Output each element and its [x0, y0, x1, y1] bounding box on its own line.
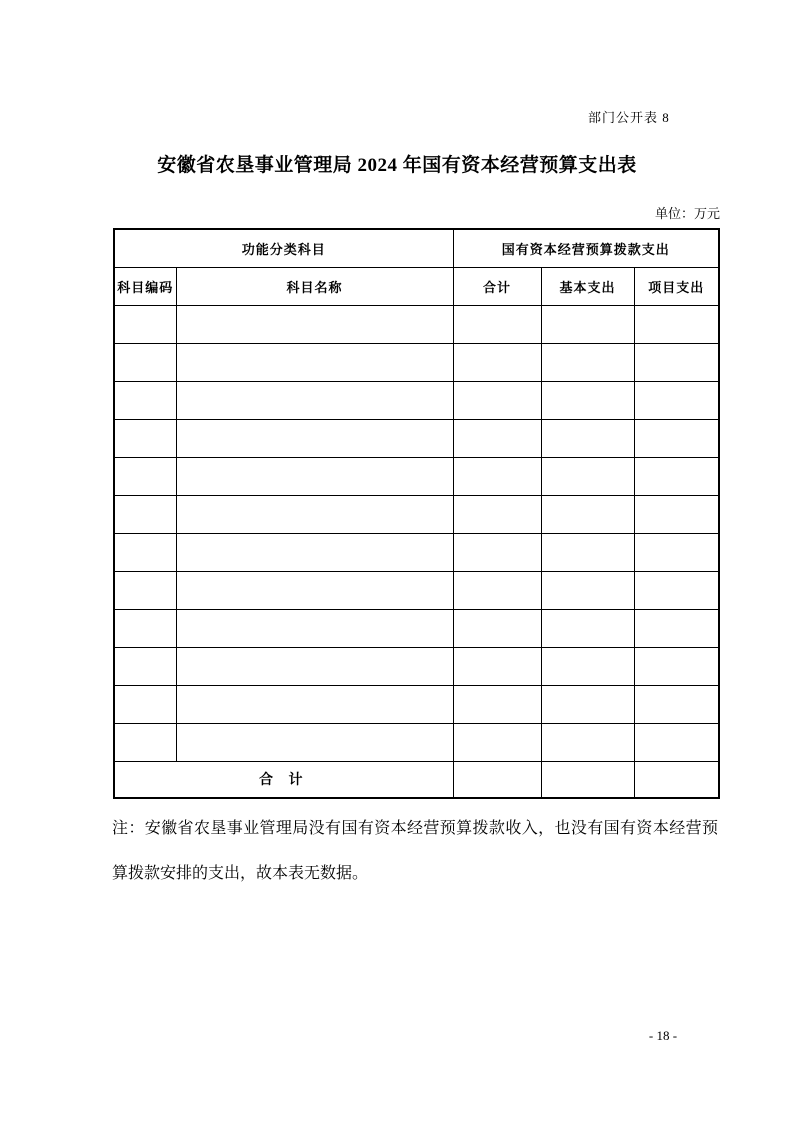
- empty-cell: [541, 495, 634, 533]
- empty-cell: [541, 305, 634, 343]
- empty-cell: [114, 723, 176, 761]
- empty-cell: [634, 457, 719, 495]
- empty-cell: [453, 723, 541, 761]
- empty-cell: [541, 647, 634, 685]
- empty-cell: [114, 457, 176, 495]
- empty-cell: [541, 685, 634, 723]
- empty-cell: [541, 609, 634, 647]
- header-basic-expenditure: 基本支出: [541, 267, 634, 305]
- table-row: [114, 647, 719, 685]
- empty-cell: [453, 457, 541, 495]
- budget-table: [113, 228, 720, 799]
- empty-cell: [453, 685, 541, 723]
- empty-cell: [634, 533, 719, 571]
- empty-cell: [634, 495, 719, 533]
- total-label: 合 计: [114, 761, 453, 798]
- empty-cell: [453, 381, 541, 419]
- header-budget-group: 国有资本经营预算拨款支出: [453, 229, 719, 267]
- empty-cell: [114, 343, 176, 381]
- total-value-total: [453, 761, 541, 798]
- table-row: [114, 609, 719, 647]
- page-title: 安徽省农垦事业管理局 2024 年国有资本经营预算支出表: [157, 155, 637, 176]
- table-body: [114, 305, 719, 761]
- empty-cell: [114, 381, 176, 419]
- empty-cell: [176, 495, 453, 533]
- empty-cell: [453, 343, 541, 381]
- empty-cell: [453, 571, 541, 609]
- empty-cell: [541, 457, 634, 495]
- header-subject-code: 科目编码: [114, 267, 176, 305]
- empty-cell: [114, 685, 176, 723]
- empty-cell: [114, 533, 176, 571]
- empty-cell: [453, 609, 541, 647]
- empty-cell: [176, 381, 453, 419]
- empty-cell: [114, 419, 176, 457]
- empty-cell: [176, 571, 453, 609]
- header-project-expenditure: 项目支出: [634, 267, 719, 305]
- header-subject-name: 科目名称: [176, 267, 453, 305]
- empty-cell: [541, 381, 634, 419]
- empty-cell: [541, 419, 634, 457]
- empty-cell: [541, 533, 634, 571]
- table-row: [114, 305, 719, 343]
- table-footer: [114, 761, 719, 798]
- empty-cell: [176, 723, 453, 761]
- doc-label: 部门公开表 8: [588, 110, 670, 125]
- empty-cell: [634, 343, 719, 381]
- note-text: 注：安徽省农垦事业管理局没有国有资本经营预算拨款收入，也没有国有资本经营预算拨款安排的支出，故本表无数据。: [112, 820, 718, 882]
- empty-cell: [453, 305, 541, 343]
- table-row: [114, 381, 719, 419]
- table-row: [114, 533, 719, 571]
- header-row-columns: [114, 267, 719, 305]
- table-row: [114, 419, 719, 457]
- empty-cell: [634, 381, 719, 419]
- empty-cell: [176, 305, 453, 343]
- empty-cell: [114, 495, 176, 533]
- header-function-group: 功能分类科目: [114, 229, 453, 267]
- empty-cell: [114, 609, 176, 647]
- empty-cell: [453, 647, 541, 685]
- empty-cell: [176, 533, 453, 571]
- empty-cell: [634, 647, 719, 685]
- empty-cell: [541, 723, 634, 761]
- empty-cell: [453, 419, 541, 457]
- empty-cell: [176, 647, 453, 685]
- table-row: [114, 495, 719, 533]
- empty-cell: [176, 457, 453, 495]
- empty-cell: [453, 495, 541, 533]
- empty-cell: [453, 533, 541, 571]
- empty-cell: [634, 571, 719, 609]
- empty-cell: [634, 609, 719, 647]
- empty-cell: [634, 419, 719, 457]
- empty-cell: [176, 343, 453, 381]
- empty-cell: [176, 685, 453, 723]
- empty-cell: [114, 647, 176, 685]
- empty-cell: [176, 419, 453, 457]
- table-row: [114, 343, 719, 381]
- empty-cell: [114, 305, 176, 343]
- empty-cell: [634, 723, 719, 761]
- empty-cell: [634, 305, 719, 343]
- unit-label: 单位：万元: [654, 206, 720, 221]
- header-row-groups: [114, 229, 719, 267]
- total-value-project: [634, 761, 719, 798]
- empty-cell: [114, 571, 176, 609]
- empty-cell: [541, 571, 634, 609]
- header-total: 合计: [453, 267, 541, 305]
- empty-cell: [541, 343, 634, 381]
- empty-cell: [634, 685, 719, 723]
- table-header: [114, 229, 719, 305]
- table-row: [114, 457, 719, 495]
- empty-cell: [176, 609, 453, 647]
- table-row: [114, 723, 719, 761]
- total-row: [114, 761, 719, 798]
- table-row: [114, 571, 719, 609]
- total-value-basic: [541, 761, 634, 798]
- page-number: - 18 -: [648, 1028, 678, 1043]
- table-row: [114, 685, 719, 723]
